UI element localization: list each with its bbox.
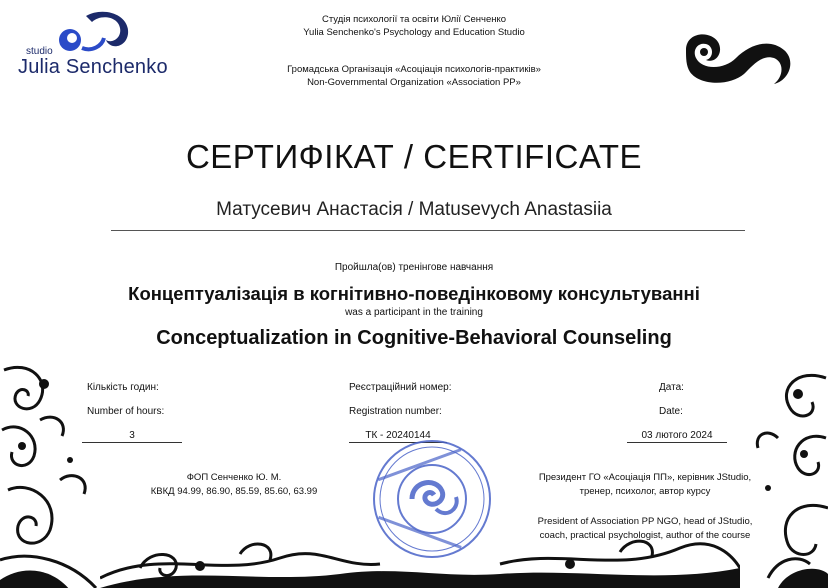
official-stamp-icon: [370, 437, 494, 561]
logo-studio-text: studio: [26, 46, 53, 57]
issuer-codes: КВКД 94.99, 86.90, 85.59, 85.60, 63.99: [150, 486, 318, 497]
studio-name-en: Yulia Senchenko's Psychology and Education Studio: [303, 27, 525, 38]
signatory-ua-block: [520, 471, 770, 499]
signatory-en-line2: coach, practical psychologist, author of the course: [539, 530, 751, 541]
name-underline: [111, 230, 745, 231]
signatory-en-line1: President of Association PP NGO, head of JStudio,: [537, 516, 753, 527]
issuer-block: [130, 471, 338, 499]
hours-value: 3: [82, 430, 182, 443]
recipient-name: Матусевич Анастасія / Matusevych Anastasiia: [216, 199, 612, 220]
course-title-ua: Концептуалізація в когнітивно-поведінковому консультуванні: [128, 283, 700, 304]
hours-label-ua: Кількість годин:: [87, 382, 159, 393]
studio-name-ua: Студія психології та освіти Юлії Сенченко: [321, 14, 507, 25]
ngo-name-en: Non-Governmental Organization «Association PP»: [307, 77, 521, 88]
date-label-en: Date:: [659, 406, 683, 417]
completed-text-en: was a participant in the training: [345, 307, 483, 318]
course-title-en: Conceptualization in Cognitive-Behavioral Counseling: [156, 327, 672, 349]
reg-value: ТК - 20240144: [349, 430, 447, 443]
reg-label-en: Registration number:: [349, 406, 442, 417]
signatory-ua-line2: тренер, психолог, автор курсу: [579, 486, 711, 497]
hours-label-en: Number of hours:: [87, 406, 165, 417]
certificate-title: СЕРТИФІКАТ / CERTIFICATE: [185, 138, 643, 175]
ngo-name-ua: Громадська Організація «Асоціація психологів-практиків»: [287, 64, 541, 75]
date-value: 03 лютого 2024: [627, 430, 727, 443]
signatory-en-block: [520, 515, 770, 543]
logo-name-text: Julia Senchenko: [18, 56, 168, 78]
reg-label-ua: Реєстраційний номер:: [349, 382, 452, 393]
date-label-ua: Дата:: [659, 382, 684, 393]
signatory-ua-line1: Президент ГО «Асоціація ПП», керівник JStudio,: [538, 472, 752, 483]
issuer-name: ФОП Сенченко Ю. М.: [186, 472, 282, 483]
completed-text-ua: Пройшла(ов) тренінгове навчання: [334, 262, 494, 273]
